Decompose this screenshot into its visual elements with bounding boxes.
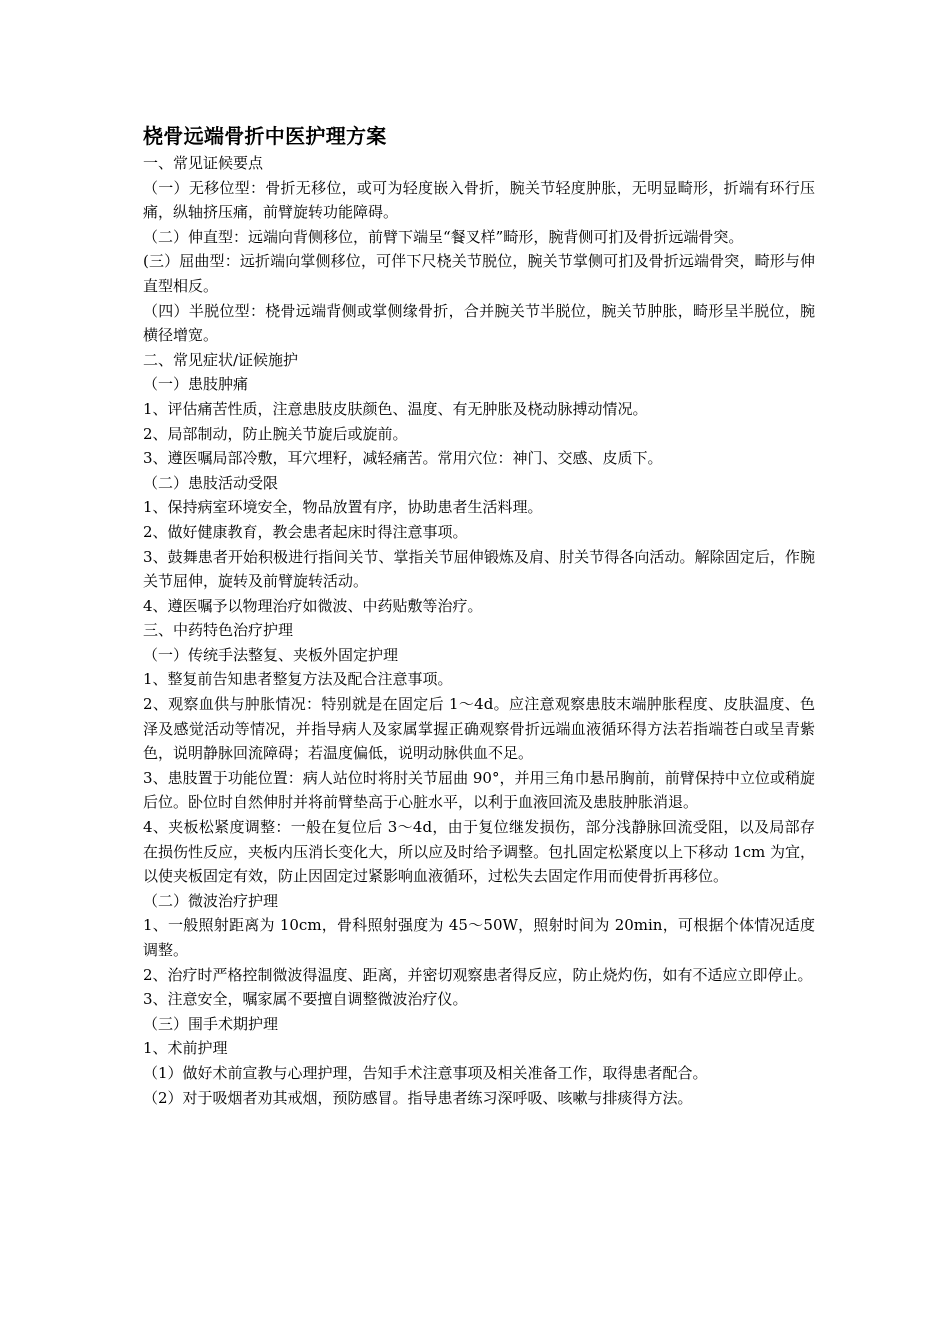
paragraph: 3、注意安全，嘱家属不要擅自调整微波治疗仪。	[143, 990, 468, 1009]
document-body	[143, 122, 815, 1110]
paragraph: 3、鼓舞患者开始积极进行指间关节、掌指关节屈伸锻炼及肩、肘关节得各向活动。解除固定后，作腕关节屈伸，旋转及前臂旋转活动。	[143, 547, 815, 591]
paragraph: （2）对于吸烟者劝其戒烟，预防感冒。指导患者练习深呼吸、咳嗽与排痰得方法。	[143, 1088, 693, 1107]
paragraph: 3、患肢置于功能位置：病人站位时将肘关节屈曲 90°，并用三角巾悬吊胸前，前臂保持中立位或稍旋后位。卧位时自然伸肘并将前臂垫高于心脏水平，以利于血液回流及患肢肿胀消退。	[143, 768, 815, 812]
subsection-heading: （二）患肢活动受限	[143, 473, 279, 492]
subsection-heading: （二）微波治疗护理	[143, 891, 279, 910]
paragraph: （二）伸直型：远端向背侧移位，前臂下端呈“餐叉样”畸形，腕背侧可扪及骨折远端骨突。	[143, 227, 744, 246]
subsection-heading: （三）围手术期护理	[143, 1014, 279, 1033]
subsection-heading: （一）患肢肿痛	[143, 375, 249, 394]
paragraph: 1、保持病室环境安全，物品放置有序，协助患者生活料理。	[143, 498, 543, 517]
paragraph: (三）屈曲型：远折端向掌侧移位，可伴下尺桡关节脱位，腕关节掌侧可扪及骨折远端骨突，畸形与伸直型相反。	[143, 252, 815, 295]
paragraph: 1、评估痛苦性质，注意患肢皮肤颜色、温度、有无肿胀及桡动脉搏动情况。	[143, 399, 648, 418]
subsection-heading: （一）传统手法整复、夹板外固定护理	[143, 645, 399, 664]
paragraph: 1、术前护理	[143, 1039, 228, 1058]
paragraph: 4、遵医嘱予以物理治疗如微波、中药贴敷等治疗。	[143, 596, 483, 615]
paragraph: （一）无移位型：骨折无移位，或可为轻度嵌入骨折，腕关节轻度肿胀，无明显畸形，折端有环行压痛，纵轴挤压痛，前臂旋转功能障碍。	[143, 178, 815, 222]
paragraph: （四）半脱位型：桡骨远端背侧或掌侧缘骨折，合并腕关节半脱位，腕关节肿胀，畸形呈半脱位，腕横径增宽。	[143, 301, 815, 345]
section-heading: 三、中药特色治疗护理	[143, 621, 294, 640]
paragraph: （1）做好术前宣教与心理护理，告知手术注意事项及相关准备工作，取得患者配合。	[143, 1063, 708, 1082]
section-heading: 一、常见证候要点	[143, 154, 264, 172]
paragraph: 1、一般照射距离为 10cm，骨科照射强度为 45～50W，照射时间为 20min，可根据个体情况适度调整。	[143, 916, 815, 959]
paragraph: 3、遵医嘱局部冷敷，耳穴埋籽，减轻痛苦。常用穴位：神门、交感、皮质下。	[143, 449, 663, 468]
paragraph: 2、治疗时严格控制微波得温度、距离，并密切观察患者得反应，防止烧灼伤，如有不适应立即停止。	[143, 965, 813, 984]
paragraph: 2、做好健康教育，教会患者起床时得注意事项。	[143, 522, 468, 541]
paragraph: 4、夹板松紧度调整：一般在复位后 3～4d，由于复位继发损伤，部分浅静脉回流受阻，以及局部存在损伤性反应，夹板内压消长变化大，所以应及时给予调整。包扎固定松紧度以上下移动 1cm 为宜，以使夹板固定有效，防止因固定过紧影响血液循环，过松失去固定作用而使骨折再移位。	[143, 818, 815, 886]
section-heading: 二、常见症状/证候施护	[143, 350, 299, 369]
paragraph: 2、局部制动，防止腕关节旋后或旋前。	[143, 424, 408, 443]
document-title: 桡骨远端骨折中医护理方案	[143, 124, 387, 148]
paragraph: 1、整复前告知患者整复方法及配合注意事项。	[143, 670, 453, 689]
paragraph: 2、观察血供与肿胀情况：特别就是在固定后 1～4d。应注意观察患肢末端肿胀程度、皮肤温度、色泽及感觉活动等情况，并指导病人及家属掌握正确观察骨折远端血液循环得方法若指端苍白或呈青紫色，说明静脉回流障碍；若温度偏低，说明动脉供血不足。	[143, 695, 815, 763]
